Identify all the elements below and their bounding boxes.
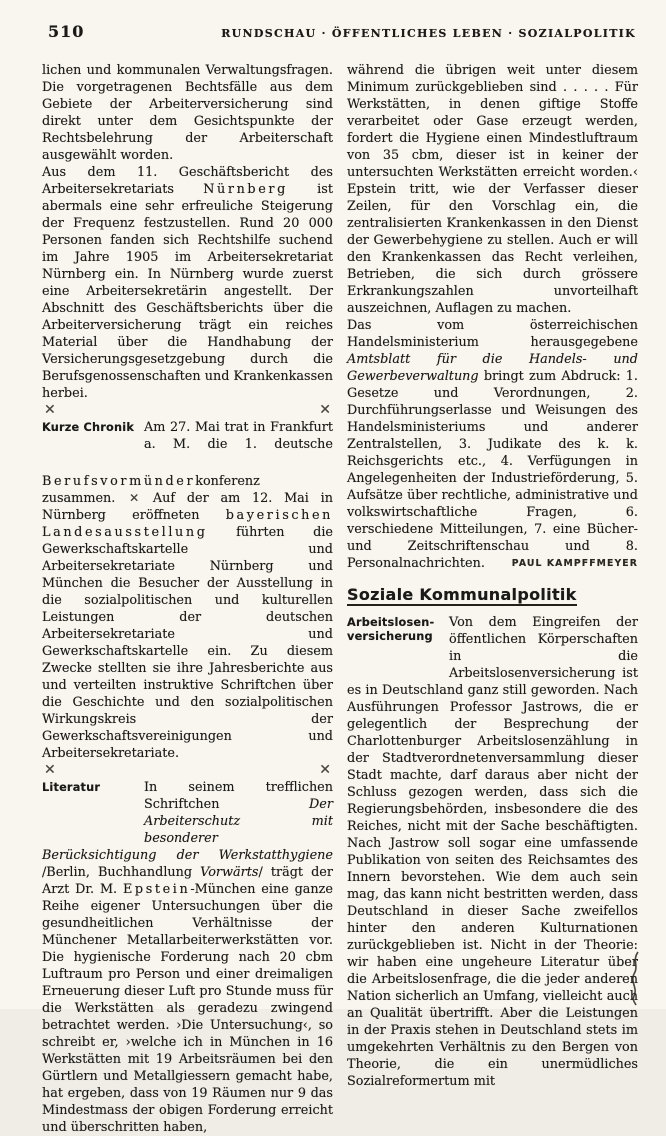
margin-label — [347, 614, 449, 668]
text-segment: bringt zum Abdruck: 1. Gesetze und Verordnungen, 2. Durchführungserlasse und Weisungen des Handelsministeriums und anderer Zentralstellen, 3. Judikate des k. k. Reichsgerichts etc., 4. Verfügungen in Angelegenheiten der Industrieförderung, 5. Aufsätze über rechtliche, administrative und volkswirtschaftliche Fragen, 6. verschiedene Mitteilungen, 7. eine Bücher- und Zeitschriftenschau und 8. Personalnachrichten. — [347, 369, 638, 571]
text-segment: während die übrigen weit unter diesem Minimum zurückgeblieben sind . . . . . Für Werkstätten, in denen giftige Stoffe verarbeitet oder Gase erzeugt werden, fordert die Hygiene einen Mindestluftraum von 35 cbm, dieser ist in keiner der untersuchten Werkstätten erreicht worden.‹ Epstein tritt, wie der Verfasser dieser Zeilen, für den Vorschlag ein, die zentralisierten Krankenkassen in den Dienst der Gewerbehygiene zu stellen. Auch er will den Krankenkassen das Recht verleihen, Betrieben, die sich durch grössere Erkrankungszahlen unvorteilhaft auszeichnen, Auflagen zu machen. — [347, 63, 638, 316]
page-number: 510 — [48, 22, 85, 41]
paragraph — [42, 62, 333, 164]
margin-label-line: Literatur — [42, 781, 101, 794]
text-segment: bayerischen Landesausstellung — [42, 508, 333, 540]
labeled-paragraph — [42, 779, 333, 1136]
section-heading: Soziale Kommunalpolitik — [347, 585, 577, 604]
text-segment: Amtsblatt für die Handels- und Gewerbeverwaltung — [347, 352, 638, 384]
text-segment: /Berlin, Buchhandlung — [42, 865, 201, 880]
x-mark-left: ✕ — [44, 762, 56, 778]
text-segment: Aus dem 11. Geschäftsbericht des Arbeitersekretariats — [42, 165, 333, 197]
author-signature: PAUL KAMPFFMEYER — [511, 558, 638, 569]
x-mark-divider — [42, 762, 333, 779]
right-column — [347, 62, 638, 1136]
text-segment: ist abermals eine sehr erfreuliche Steigerung der Frequenz festzustellen. Rund 20 000 Personen fanden sich Rechtshilfe suchend im Jahre 1905 im Arbeitersekretariat Nürnberg ein. In Nürnberg wurde zuerst eine Arbeitersekretärin angestellt. Der Abschnitt des Geschäftsberichts über die Arbeiterversicherung trägt ein reiches Material über die Handhabung der Versicherungsgesetzgebung durch die Berufsgenossenschaften und Krankenkassen herbei. — [42, 182, 333, 401]
text-segment: lichen und kommunalen Verwaltungsfragen. Die vorgetragenen Bechtsfälle aus dem Gebiete der Arbeiterversicherung sind direkt unter dem Gesichtspunkte der Rechtsbelehrung der Arbeiterschaft ausgewählt worden. — [42, 63, 333, 163]
x-mark-right: ✕ — [319, 762, 331, 778]
margin-label-line: versicherung — [347, 629, 433, 643]
text-segment: Der Arbeiterschutz mit besonderer Berücksichtigung der Werkstatthygiene — [42, 797, 333, 863]
left-column — [42, 62, 333, 1136]
text-segment: Von dem Eingreifen der öffentlichen Körperschaften in die Arbeitslosenversicherung ist es in Deutschland ganz still geworden. Nach Ausführungen Professor Jastrows, die er gelegentlich der Besprechung der Charlottenburger Arbeitslosenzählung in der Stadtverordnetenversammlung dieser Stadt machte, darf daraus aber nicht der Schluss gezogen werden, dass sich die Regierungsbehörden, insbesondere die des Reiches, nicht mit der Sache beschäftigten. Nach Jastrow soll sogar eine umfassende Publikation von seiten des Reichsamtes des Innern bevorstehen. Wie dem auch sein mag, das kann nicht bestritten werden, dass Deutschland in dieser Sache zweifellos hinter den anderen Kulturnationen zurückgeblieben ist. Nicht in der Theorie: wir haben eine ungeheure Literatur über die Arbeitslosenfrage, die die jeder anderen Nation sicherlich an Umfang, vielleicht auch an Qualität übertrifft. Aber die Leistungen in der Praxis stehen in Deutschland stets im umgekehrten Verhältnis zu den Bergen von Theorie, die ein unermüdliches Sozialreformertum mit — [347, 615, 638, 1089]
text-segment: -München eine ganze Reihe eigener Untersuchungen über die gesundheitlichen Verhältnisse der Münchener Metallarbeiterwerkstätten vor. Die hygienische Forderung nach 20 cbm Luftraum pro Person und einer dreimaligen Erneuerung dieser Luft pro Stunde muss für die Werkstätten als geradezu zwingend betrachtet werden. ›Die Untersuchung‹, so schreibt er, ›welche ich in München in 16 Werkstätten mit 19 Arbeitsräumen bei den Gürtlern und Metallgiessern gemacht habe, hat ergeben, dass von 19 Räumen nur 9 das Mindestmass der obigen Forderung erreicht und überschritten haben, — [42, 882, 333, 1135]
inline-x-mark: ✕ — [129, 491, 140, 505]
two-column-text-body — [42, 62, 638, 1136]
margin-label — [42, 779, 144, 833]
x-mark-divider — [42, 402, 333, 419]
text-segment: Am 27. Mai trat in Frankfurt a. M. die 1. deutsche — [144, 420, 333, 452]
text-segment: Das vom österreichischen Handelsministerium herausgegebene — [347, 318, 638, 350]
text-segment: führten die Gewerkschaftskartelle und Arbeitersekretariate Nürnberg und München die Besucher der Ausstellung in die sozialpolitischen und kulturellen Leistungen der deutschen Arbeitersekretariate und Gewerkschaftskartelle ein. Zu diesem Zwecke stellten sie ihre Jahresberichte aus und verteilten instruktive Schriftchen über die Geschichte und den sozialpolitischen Wirkungskreis der Gewerkschaftsvereinigungen und Arbeitersekretariate. — [42, 525, 333, 761]
ink-smudge-mark — [628, 950, 644, 1006]
margin-label-line: Kurze Chronik — [42, 421, 135, 434]
text-segment: konferenz zusammen. — [42, 474, 260, 506]
text-segment: Vorwärts — [200, 865, 259, 880]
paragraph — [347, 62, 638, 317]
paragraph — [347, 317, 638, 572]
labeled-paragraph — [42, 419, 333, 762]
x-mark-right: ✕ — [319, 402, 331, 418]
text-segment: Nürnberg — [203, 182, 288, 197]
margin-label-line: Arbeitslosen- — [347, 616, 435, 629]
page-header — [48, 22, 636, 41]
paragraph — [42, 164, 333, 402]
text-segment: / trägt der Arzt Dr. M. — [42, 865, 333, 897]
text-segment: Berufsvormünder — [42, 474, 196, 489]
section-heading-block — [347, 586, 638, 606]
text-segment: In seinem trefflichen Schriftchen — [144, 780, 333, 812]
labeled-paragraph — [347, 614, 638, 1090]
text-segment: Auf der am 12. Mai in Nürnberg eröffneten — [42, 491, 333, 523]
running-head-title: RUNDSCHAU · ÖFFENTLICHES LEBEN · SOZIALPOLITIK — [221, 27, 636, 40]
x-mark-left: ✕ — [44, 402, 56, 418]
text-segment: Epstein — [122, 882, 191, 897]
margin-label — [42, 419, 144, 473]
